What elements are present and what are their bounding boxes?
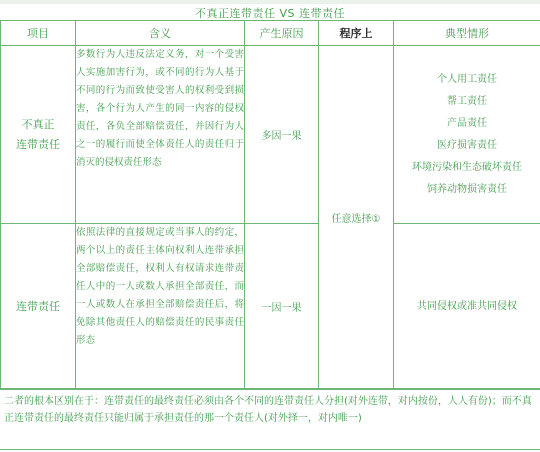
case-item: 共同侵权或准共同侵权 (417, 300, 517, 312)
case-item: 医疗损害责任 (437, 139, 497, 151)
page-title: 不真正连带责任 VS 连带责任 (195, 7, 345, 20)
footer-note: 二者的根本区别在于：连带责任的最终责任必须由各个不同的连带责任人分担(对外连带，对内按份，人人有份)；而不真正连带责任的最终责任只能归属于承担责任的那一个责任人(对外择一，对内唯一) (4, 396, 532, 424)
header-cause: 产生原因 (245, 21, 319, 46)
case-item: 环境污染和生态破坏责任 (412, 161, 522, 173)
comparison-table (0, 20, 540, 390)
row-item-label-line2: 连带责任 (16, 137, 60, 151)
top-decor-bar (0, 0, 540, 4)
row-cases-cell (394, 224, 540, 390)
row-meaning-cell: 依照法律的直接规定或当事人的约定，两个以上的责任主体向权利人连带承担全部赔偿责任，权利人有权请求连带责任人中的一人或数人承担全部责任，而一人或数人在承担全部赔偿责任后，将免除其他责任人的赔偿责任的民事责任形态 (76, 224, 245, 390)
table-row (1, 46, 540, 224)
footer-top-divider (0, 388, 540, 389)
row-cases-cell (394, 46, 540, 224)
header-procedure: 程序上 (319, 21, 394, 46)
table-row (1, 224, 540, 390)
procedure-cell: 任意选择① (319, 46, 394, 390)
row-item-cell (1, 46, 76, 224)
header-typical-cases: 典型情形 (394, 21, 540, 46)
table-header-row (1, 21, 540, 46)
header-item: 项目 (1, 21, 76, 46)
footer-bottom-divider (0, 449, 540, 450)
header-meaning: 含义 (76, 21, 245, 46)
case-item: 饲养动物损害责任 (427, 183, 507, 195)
row-meaning-cell: 多数行为人违反法定义务，对一个受害人实施加害行为，或不同的行为人基于不同的行为而致使受害人的权利受到损害，各个行为人产生的同一内容的侵权责任，各负全部赔偿责任，并因行为人之一的履行而使全体责任人的责任归于消灭的侵权责任形态 (76, 46, 245, 224)
row-item-cell: 连带责任 (1, 224, 76, 390)
row-item-label-line1: 不真正 (21, 117, 55, 131)
case-item: 帮工责任 (447, 95, 487, 107)
row-cause-cell: 一因一果 (245, 224, 319, 390)
row-cause-cell: 多因一果 (245, 46, 319, 224)
case-item: 产品责任 (447, 117, 487, 129)
case-item: 个人用工责任 (437, 73, 497, 85)
